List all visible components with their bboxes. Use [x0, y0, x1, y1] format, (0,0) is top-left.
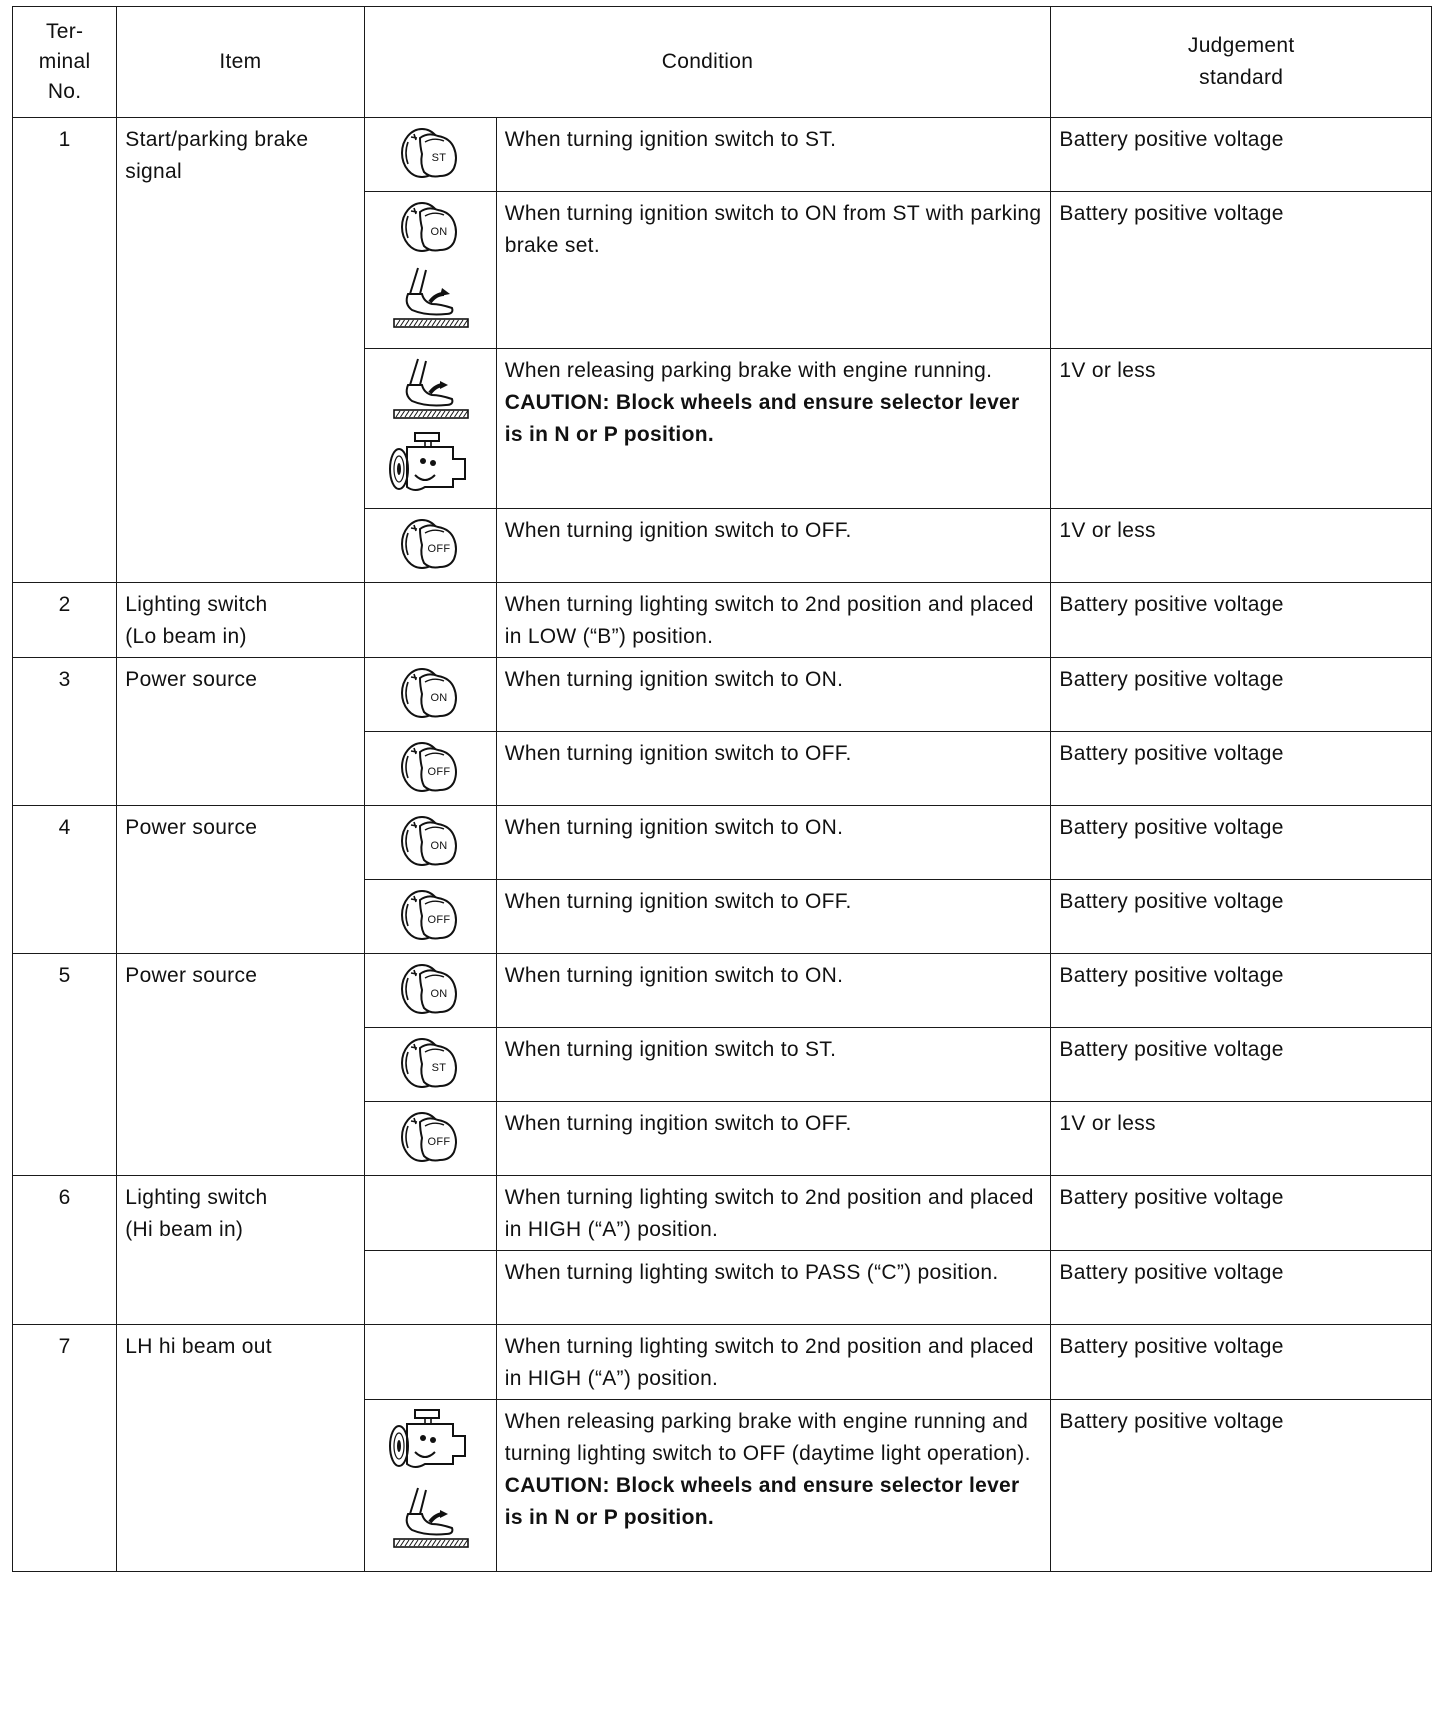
- table-row: [13, 118, 1432, 192]
- condition-text: When turning ignition switch to OFF.: [504, 519, 852, 542]
- ignition-key-OFF-icon: [394, 738, 466, 796]
- condition-text-cell: [496, 806, 1051, 880]
- item-cell: [117, 583, 364, 658]
- condition-icon-cell: [364, 1028, 496, 1102]
- condition-text-cell: [496, 192, 1051, 349]
- condition-icon-cell: [364, 806, 496, 880]
- ignition-key-ST-icon: [394, 1034, 466, 1092]
- item-cell: [117, 658, 364, 806]
- caution-note: CAUTION: Block wheels and ensure selector lever is in N or P position.: [504, 1474, 1020, 1529]
- judgement-cell: Battery positive voltage: [1051, 192, 1432, 349]
- key-position-label: ON: [430, 840, 448, 852]
- judgement-cell: Battery positive voltage: [1051, 658, 1432, 732]
- ignition-key-ON-icon: [394, 812, 466, 870]
- condition-text-cell: [496, 1400, 1051, 1572]
- judgement-cell: 1V or less: [1051, 509, 1432, 583]
- terminal-inspection-table: [12, 6, 1432, 1572]
- condition-text: When turning ignition switch to ON.: [504, 816, 844, 839]
- judgement-cell: 1V or less: [1051, 1102, 1432, 1176]
- parking-brake-release-icon: [390, 1484, 470, 1550]
- judgement-cell: Battery positive voltage: [1051, 1325, 1432, 1400]
- judgement-cell: Battery positive voltage: [1051, 583, 1432, 658]
- table-row: [13, 658, 1432, 732]
- condition-text-cell: [496, 1028, 1051, 1102]
- condition-icon-cell: [364, 1400, 496, 1572]
- condition-icon-cell: [364, 583, 496, 658]
- terminal-number-cell: 6: [13, 1176, 117, 1325]
- terminal-number-cell: 5: [13, 954, 117, 1176]
- condition-icon-cell: [364, 658, 496, 732]
- judgement-cell: Battery positive voltage: [1051, 806, 1432, 880]
- ignition-key-ON-icon: [394, 198, 466, 256]
- parking-brake-set-icon: [390, 264, 470, 330]
- key-position-label: OFF: [427, 766, 451, 778]
- item-cell: [117, 118, 364, 583]
- item-cell: [117, 1176, 364, 1325]
- condition-text-cell: [496, 880, 1051, 954]
- ignition-key-ST-icon: [394, 124, 466, 182]
- header-terminal-line-3: No.: [47, 80, 82, 103]
- key-position-label: ST: [431, 1062, 447, 1074]
- judgement-cell: Battery positive voltage: [1051, 1251, 1432, 1325]
- key-position-label: ON: [430, 988, 448, 1000]
- judgement-cell: Battery positive voltage: [1051, 880, 1432, 954]
- item-line: Power source: [125, 816, 258, 839]
- condition-text: When turning lighting switch to 2nd position and placed in HIGH (“A”) position.: [504, 1335, 1034, 1390]
- table-row: [13, 954, 1432, 1028]
- table-header-row: [13, 7, 1432, 118]
- judgement-cell: Battery positive voltage: [1051, 118, 1432, 192]
- condition-text: When turning ignition switch to ON.: [504, 668, 844, 691]
- engine-running-icon: [385, 1406, 475, 1476]
- judgement-cell: Battery positive voltage: [1051, 1028, 1432, 1102]
- ignition-key-OFF-icon: [394, 886, 466, 944]
- condition-text-cell: [496, 1325, 1051, 1400]
- header-judgement-line-1: Judgement: [1187, 34, 1295, 57]
- condition-text-cell: [496, 732, 1051, 806]
- condition-text: When releasing parking brake with engine running and turning lighting switch to OFF (daytime light operation).: [504, 1410, 1031, 1465]
- item-line: Lighting switch: [125, 1186, 268, 1209]
- condition-text-cell: [496, 118, 1051, 192]
- terminal-number-cell: 3: [13, 658, 117, 806]
- key-position-label: OFF: [427, 543, 451, 555]
- condition-text-cell: [496, 583, 1051, 658]
- condition-text: When turning ingition switch to OFF.: [504, 1112, 852, 1135]
- terminal-number-cell: 2: [13, 583, 117, 658]
- condition-icon-cell: [364, 1176, 496, 1251]
- ignition-key-OFF-icon: [394, 1108, 466, 1166]
- terminal-number-cell: 7: [13, 1325, 117, 1572]
- condition-icon-cell: [364, 192, 496, 349]
- condition-text-cell: [496, 1176, 1051, 1251]
- header-judgement-line-2: standard: [1199, 66, 1284, 89]
- judgement-cell: Battery positive voltage: [1051, 1400, 1432, 1572]
- table-row: [13, 583, 1432, 658]
- condition-text: When turning lighting switch to PASS (“C”) position.: [504, 1261, 999, 1284]
- judgement-cell: Battery positive voltage: [1051, 954, 1432, 1028]
- key-position-label: ON: [430, 692, 448, 704]
- item-line: Lighting switch: [125, 593, 268, 616]
- condition-text: When turning ignition switch to ST.: [504, 1038, 837, 1061]
- condition-icon-cell: [364, 880, 496, 954]
- condition-icon-cell: [364, 118, 496, 192]
- condition-text: When turning lighting switch to 2nd position and placed in HIGH (“A”) position.: [504, 1186, 1034, 1241]
- item-cell: [117, 806, 364, 954]
- header-condition: Condition: [364, 7, 1051, 118]
- key-position-label: ST: [431, 152, 447, 164]
- terminal-number-cell: 4: [13, 806, 117, 954]
- table-row: [13, 1176, 1432, 1251]
- condition-text: When turning ignition switch to ON from ST with parking brake set.: [504, 202, 1042, 257]
- item-line: Power source: [125, 668, 258, 691]
- item-cell: [117, 954, 364, 1176]
- condition-icon-cell: [364, 509, 496, 583]
- condition-text: When turning ignition switch to OFF.: [504, 890, 852, 913]
- header-judgement: [1051, 7, 1432, 118]
- header-terminal-no: [13, 7, 117, 118]
- item-line: (Hi beam in): [125, 1218, 244, 1241]
- table-body: [13, 118, 1432, 1572]
- header-terminal-line-2: minal: [38, 50, 91, 73]
- judgement-cell: Battery positive voltage: [1051, 732, 1432, 806]
- terminal-number-cell: 1: [13, 118, 117, 583]
- item-line: LH hi beam out: [125, 1335, 272, 1358]
- condition-icon-cell: [364, 954, 496, 1028]
- item-line: Start/parking brake: [125, 128, 309, 151]
- condition-icon-cell: [364, 1102, 496, 1176]
- condition-text-cell: [496, 509, 1051, 583]
- condition-text-cell: [496, 658, 1051, 732]
- key-position-label: OFF: [427, 1136, 451, 1148]
- caution-note: CAUTION: Block wheels and ensure selector lever is in N or P position.: [504, 391, 1020, 446]
- condition-text-cell: [496, 1102, 1051, 1176]
- condition-icon-cell: [364, 349, 496, 509]
- condition-text: When turning ignition switch to ST.: [504, 128, 837, 151]
- condition-icon-cell: [364, 732, 496, 806]
- ignition-key-OFF-icon: [394, 515, 466, 573]
- condition-text: When turning ignition switch to OFF.: [504, 742, 852, 765]
- ignition-key-ON-icon: [394, 960, 466, 1018]
- ignition-key-ON-icon: [394, 664, 466, 722]
- item-cell: [117, 1325, 364, 1572]
- parking-brake-release-icon: [390, 355, 470, 421]
- item-line: Power source: [125, 964, 258, 987]
- condition-text: When turning lighting switch to 2nd position and placed in LOW (“B”) position.: [504, 593, 1034, 648]
- header-terminal-line-1: Ter-: [45, 20, 84, 43]
- judgement-cell: 1V or less: [1051, 349, 1432, 509]
- condition-icon-cell: [364, 1251, 496, 1325]
- condition-icon-cell: [364, 1325, 496, 1400]
- condition-text: When releasing parking brake with engine running.: [504, 359, 993, 382]
- condition-text-cell: [496, 349, 1051, 509]
- item-line: signal: [125, 160, 182, 183]
- item-line: (Lo beam in): [125, 625, 247, 648]
- condition-text-cell: [496, 954, 1051, 1028]
- condition-text: When turning ignition switch to ON.: [504, 964, 844, 987]
- table-row: [13, 1325, 1432, 1400]
- key-position-label: ON: [430, 226, 448, 238]
- key-position-label: OFF: [427, 914, 451, 926]
- table-row: [13, 806, 1432, 880]
- condition-text-cell: [496, 1251, 1051, 1325]
- engine-running-icon: [385, 429, 475, 499]
- header-item: Item: [117, 7, 364, 118]
- judgement-cell: Battery positive voltage: [1051, 1176, 1432, 1251]
